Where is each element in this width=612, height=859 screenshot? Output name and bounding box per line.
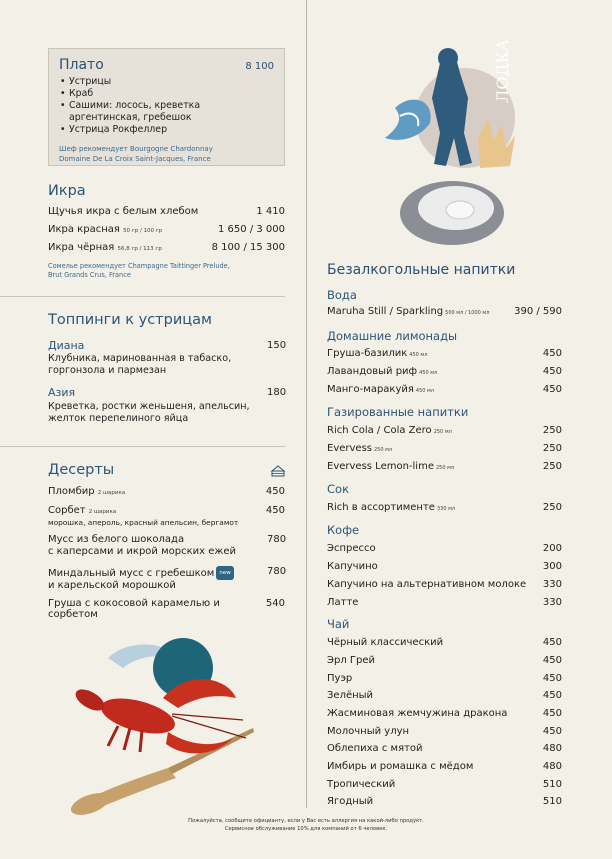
menu-row xyxy=(327,348,562,359)
item-price: 450 xyxy=(542,366,562,377)
menu-row xyxy=(327,708,562,719)
item-name: Молочный улун xyxy=(327,726,410,737)
mousse-name xyxy=(48,534,236,558)
item-price: 330 xyxy=(542,597,562,608)
item-name: Чёрный классический xyxy=(327,637,444,648)
item-price: 780 xyxy=(267,534,287,545)
topping-price: 180 xyxy=(267,387,287,398)
item-name: Пуэр xyxy=(327,673,353,684)
ikra-sommelier-note xyxy=(48,262,230,280)
item-name: Maruha Still / Sparkling xyxy=(327,306,444,317)
item-price: 510 xyxy=(542,796,562,807)
sorbet-flavors: морошка, апероль, красный апельсин, бергамот xyxy=(48,518,239,527)
note-line: Domaine De La Croix Saint-Jacques, France xyxy=(59,155,211,163)
item-price: 450 xyxy=(542,348,562,359)
menu-row xyxy=(48,242,285,253)
item-name: Груша-базилик xyxy=(327,348,408,359)
item-volume: 250 мл xyxy=(435,465,455,471)
diver-oyster-illustration xyxy=(360,38,535,253)
topping-desc xyxy=(48,353,231,377)
item-name: Латте xyxy=(327,597,359,608)
item-name: Икра красная xyxy=(48,224,120,235)
menu-row xyxy=(327,425,562,436)
category-title: Кофе xyxy=(327,523,360,537)
item-name: Икра чёрная xyxy=(48,242,115,253)
item-name: Ягодный xyxy=(327,796,374,807)
item-volume: 250 мл xyxy=(433,429,452,435)
item-name: Зелёный xyxy=(327,690,374,701)
item-volume: 330 мл xyxy=(436,506,456,512)
footer-line: Сервисное обслуживание 10% для компаний от 6 человек. xyxy=(224,826,388,832)
footer-note xyxy=(0,817,612,833)
item-name: Эрл Грей xyxy=(327,655,375,666)
item-price: 450 xyxy=(542,673,562,684)
menu-row xyxy=(48,486,285,497)
item-price: 480 xyxy=(542,743,562,754)
section-divider xyxy=(0,446,285,447)
menu-row xyxy=(327,579,562,590)
name-line: с каперсами и икрой морских ежей xyxy=(48,546,237,557)
item-name: Манго-маракуйя xyxy=(327,384,414,395)
item-volume: 450 мл xyxy=(419,370,438,376)
category-title: Сок xyxy=(327,482,350,496)
list-item: • Устрица Рокфеллер xyxy=(59,124,274,136)
list-item: • Сашими: лосось, креветка аргентинская, гребешок xyxy=(59,100,274,124)
item-price: 200 xyxy=(542,543,562,554)
name-line: и карельской морошкой xyxy=(48,580,176,591)
menu-row xyxy=(327,597,562,608)
item-price: 250 xyxy=(542,461,562,472)
menu-row xyxy=(327,561,562,572)
item-name: Щучья икра с белым хлебом xyxy=(48,206,199,217)
item-volume: 500 мл / 1000 мл xyxy=(445,310,490,316)
menu-row xyxy=(327,443,562,454)
item-price: 450 xyxy=(265,486,285,497)
item-price: 1 650 / 3 000 xyxy=(218,224,285,235)
item-volume: 250 мл xyxy=(374,447,393,453)
note-line: Brut Grands Crus, France xyxy=(48,271,131,279)
name-line: Мусс из белого шоколада xyxy=(48,534,185,545)
item-volume: 450 мл xyxy=(415,388,435,394)
topping-name: Диана xyxy=(48,339,85,352)
item-volume: 450 мл xyxy=(409,352,428,358)
item-price: 330 xyxy=(542,579,562,590)
desc-line: Креветка, ростки женьшеня, апельсин, xyxy=(48,401,250,412)
item-name: Тропический xyxy=(327,779,396,790)
item-price: 450 xyxy=(265,505,285,516)
item-name: Облепиха с мятой xyxy=(327,743,423,754)
almond-mousse-name xyxy=(48,566,234,592)
item-price: 250 xyxy=(542,502,562,513)
item-price: 450 xyxy=(542,690,562,701)
menu-row xyxy=(327,726,562,737)
item-price: 510 xyxy=(542,779,562,790)
plato-price: 8 100 xyxy=(245,61,274,72)
item-price: 250 xyxy=(542,425,562,436)
item-weight: 2 шарика xyxy=(97,490,126,496)
menu-row xyxy=(48,598,285,620)
item-price: 8 100 / 15 300 xyxy=(211,242,285,253)
menu-row xyxy=(48,206,285,217)
section-divider xyxy=(0,296,285,297)
item-price: 300 xyxy=(542,561,562,572)
menu-row xyxy=(327,384,562,395)
item-weight: 2 шарика xyxy=(88,509,117,515)
item-price: 450 xyxy=(542,637,562,648)
menu-row xyxy=(327,655,562,666)
menu-row xyxy=(327,461,562,472)
menu-row xyxy=(327,366,562,377)
menu-row xyxy=(48,505,285,516)
category-title: Чай xyxy=(327,617,350,631)
item-price: 780 xyxy=(267,566,287,577)
category-title: Домашние лимонады xyxy=(327,329,458,343)
desc-line: Клубника, маринованная в табаско, xyxy=(48,353,232,364)
item-weight: 56,8 гр / 113 гр xyxy=(117,246,162,252)
category-title: Газированные напитки xyxy=(327,405,469,419)
topping-desc xyxy=(48,401,250,425)
item-price: 1 410 xyxy=(256,206,285,217)
item-price: 450 xyxy=(542,708,562,719)
menu-row xyxy=(327,761,562,772)
menu-row xyxy=(327,306,562,317)
cake-icon xyxy=(270,464,286,478)
new-badge: new xyxy=(216,566,233,580)
item-weight: 50 гр / 100 гр xyxy=(123,228,163,234)
topping-name: Азия xyxy=(48,386,76,399)
item-name: Жасминовая жемчужина дракона xyxy=(327,708,508,719)
item-price: 450 xyxy=(542,726,562,737)
item-name: Капучино на альтернативном молоке xyxy=(327,579,527,590)
item-name: Evervess xyxy=(327,443,372,454)
item-name: Эспрессо xyxy=(327,543,376,554)
item-price: 390 / 590 xyxy=(514,306,562,317)
footer-line: Пожалуйста, сообщите официанту, если у Вас есть аллергия на какой-либо продукт. xyxy=(188,818,424,824)
plato-wine-note xyxy=(59,144,274,164)
desc-line: горгонзола и пармезан xyxy=(48,365,167,376)
category-title: Вода xyxy=(327,288,357,302)
item-name: Сорбет xyxy=(48,505,86,516)
topping-price: 150 xyxy=(267,340,287,351)
menu-row xyxy=(327,796,562,807)
item-name: Имбирь и ромашка с мёдом xyxy=(327,761,474,772)
list-item: • Устрицы xyxy=(59,76,274,88)
menu-row xyxy=(327,543,562,554)
menu-row xyxy=(327,502,562,513)
menu-row xyxy=(327,743,562,754)
desserts-title: Десерты xyxy=(48,462,115,478)
list-item: • Краб xyxy=(59,88,274,100)
item-name: Rich Cola / Cola Zero xyxy=(327,425,432,436)
plato-title: Плато xyxy=(59,57,104,73)
item-price: 540 xyxy=(265,598,285,609)
menu-row xyxy=(327,637,562,648)
item-name: Rich в ассортименте xyxy=(327,502,435,513)
item-name: Пломбир xyxy=(48,486,95,497)
toppings-title: Топпинги к устрицам xyxy=(48,312,212,328)
item-name: Капучино xyxy=(327,561,378,572)
item-name: Груша с кокосовой карамелью и сорбетом xyxy=(48,598,220,620)
desc-line: желток перепелиного яйца xyxy=(48,413,189,424)
item-name: Evervess Lemon-lime xyxy=(327,461,434,472)
drinks-title: Безалкогольные напитки xyxy=(327,262,516,278)
plato-box xyxy=(48,48,285,166)
item-price: 450 xyxy=(542,384,562,395)
name-line: Миндальный мусс с гребешком xyxy=(48,568,215,579)
item-name: Лавандовый риф xyxy=(327,366,418,377)
menu-row xyxy=(327,673,562,684)
lobster-illustration xyxy=(68,628,258,818)
item-price: 450 xyxy=(542,655,562,666)
column-divider xyxy=(306,0,307,808)
menu-row xyxy=(327,690,562,701)
note-line: Сомелье рекомендует Champagne Taittinger Prelude, xyxy=(48,262,230,270)
menu-row xyxy=(327,779,562,790)
ikra-title: Икра xyxy=(48,183,86,199)
note-line: Шеф рекомендует Bourgogne Chardonnay xyxy=(59,145,213,153)
plato-items xyxy=(59,76,274,136)
logo-text: ЛОДКА xyxy=(493,39,512,103)
menu-row xyxy=(48,224,285,235)
item-price: 250 xyxy=(542,443,562,454)
item-price: 480 xyxy=(542,761,562,772)
